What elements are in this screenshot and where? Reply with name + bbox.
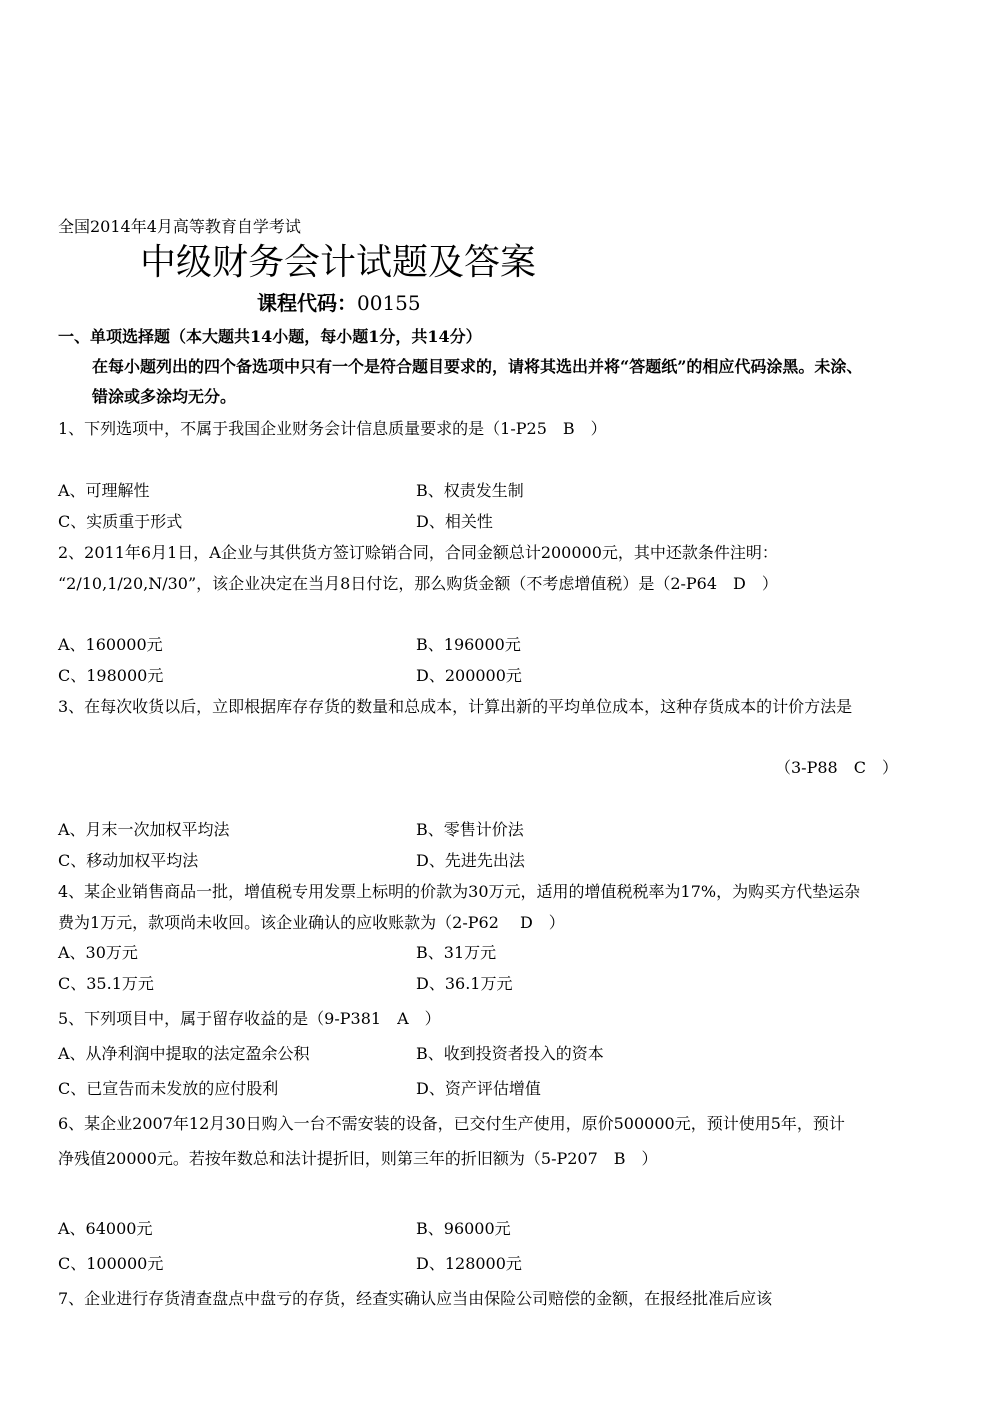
question-2-option-d: D、200000元 (416, 666, 522, 685)
section-heading: 一、单项选择题（本大题共14小题，每小题1分，共14分） (58, 327, 482, 346)
question-3-stem: 3、在每次收货以后，立即根据库存存货的数量和总成本，计算出新的平均单位成本，这种存货成本的计价方法是 (58, 697, 853, 716)
question-2-option-c: C、198000元 (58, 666, 164, 685)
question-5-stem: 5、下列项目中，属于留存收益的是（9-P381 A ） (58, 1009, 441, 1028)
question-3-option-c: C、移动加权平均法 (58, 851, 199, 870)
question-3-answer: （3-P88 C ） (775, 758, 898, 777)
question-6-option-c: C、100000元 (58, 1254, 164, 1273)
section-instruction-line2: 错涂或多涂均无分。 (92, 387, 237, 406)
question-4-option-a: A、30万元 (58, 943, 138, 962)
question-1-stem: 1、下列选项中，不属于我国企业财务会计信息质量要求的是（1-P25 B ） (58, 419, 607, 438)
question-2-stem-line1: 2、2011年6月1日，A企业与其供货方签订赊销合同，合同金额总计200000元，其中还款条件注明： (58, 543, 778, 562)
question-6-stem-line1: 6、某企业2007年12月30日购入一台不需安装的设备，已交付生产使用，原价500000元，预计使用5年，预计 (58, 1114, 845, 1133)
question-2-option-b: B、196000元 (416, 635, 521, 654)
question-6-option-d: D、128000元 (416, 1254, 522, 1273)
section-instruction-line1: 在每小题列出的四个备选项中只有一个是符合题目要求的，请将其选出并将“答题纸”的相应代码涂黑。未涂、 (92, 357, 863, 376)
question-4-stem-line2: 费为1万元，款项尚未收回。该企业确认的应收账款为（2-P62 D ） (58, 913, 565, 932)
question-4-option-c: C、35.1万元 (58, 974, 154, 993)
question-1-option-a: A、可理解性 (58, 481, 150, 500)
question-3-option-b: B、零售计价法 (416, 820, 524, 839)
course-code (257, 291, 421, 315)
question-3-option-a: A、月末一次加权平均法 (58, 820, 230, 839)
question-5-option-c: C、已宣告而未发放的应付股利 (58, 1079, 279, 1098)
exam-line: 全国2014年4月高等教育自学考试 (58, 217, 301, 236)
question-1-option-c: C、实质重于形式 (58, 512, 183, 531)
question-1-option-b: B、权责发生制 (416, 481, 524, 500)
question-5-option-d: D、资产评估增值 (416, 1079, 541, 1098)
question-4-option-b: B、31万元 (416, 943, 497, 962)
course-code-label: 课程代码： (257, 291, 357, 315)
course-code-value: 00155 (357, 291, 421, 315)
question-5-option-b: B、收到投资者投入的资本 (416, 1044, 604, 1063)
question-2-option-a: A、160000元 (58, 635, 163, 654)
question-7-stem: 7、企业进行存货清查盘点中盘亏的存货，经查实确认应当由保险公司赔偿的金额，在报经批准后应该 (58, 1289, 773, 1308)
question-6-option-b: B、96000元 (416, 1219, 511, 1238)
question-1-option-d: D、相关性 (416, 512, 493, 531)
question-5-option-a: A、从净利润中提取的法定盈余公积 (58, 1044, 310, 1063)
question-6-stem-line2: 净残值20000元。若按年数总和法计提折旧，则第三年的折旧额为（5-P207 B ） (58, 1149, 658, 1168)
question-6-option-a: A、64000元 (58, 1219, 153, 1238)
question-3-option-d: D、先进先出法 (416, 851, 525, 870)
question-2-stem-line2: “2/10,1/20,N/30”，该企业决定在当月8日付讫，那么购货金额（不考虑增值税）是（2-P64 D ） (58, 574, 778, 593)
question-4-stem-line1: 4、某企业销售商品一批，增值税专用发票上标明的价款为30万元，适用的增值税税率为17%，为购买方代垫运杂 (58, 882, 861, 901)
page-title: 中级财务会计试题及答案 (140, 242, 537, 283)
question-4-option-d: D、36.1万元 (416, 974, 513, 993)
